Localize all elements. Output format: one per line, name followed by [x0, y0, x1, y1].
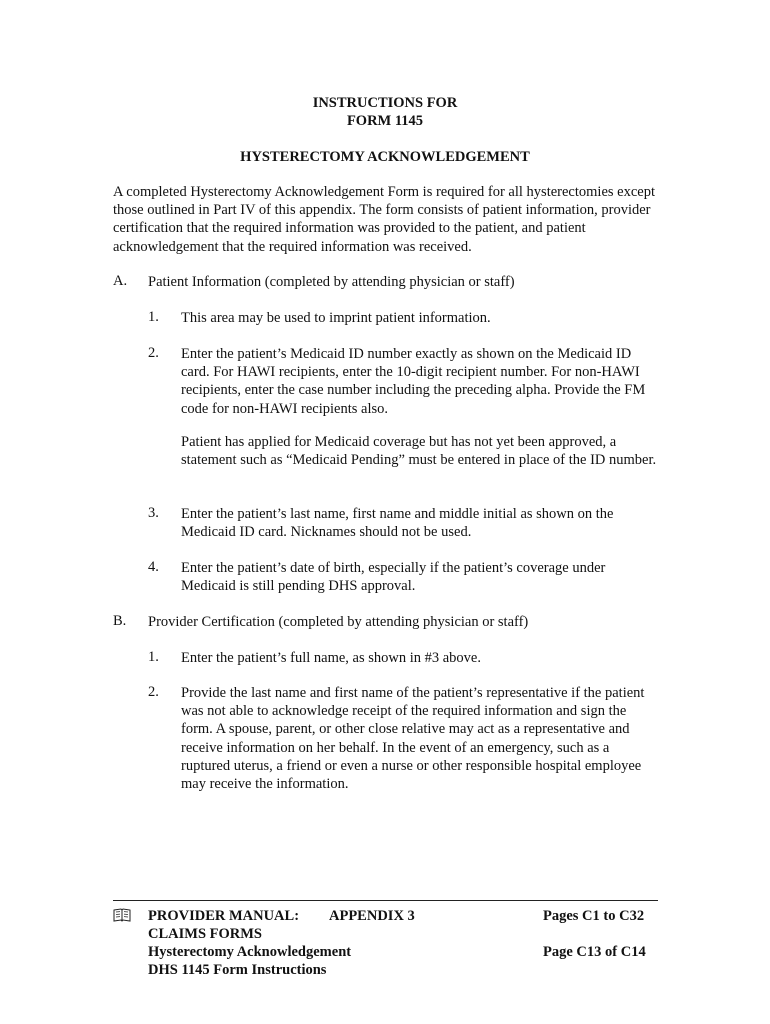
section-b-heading: Provider Certification (completed by attending physician or staff) — [148, 614, 529, 630]
item-b1-number: 1. — [148, 649, 159, 665]
title-line-1: INSTRUCTIONS FOR — [312, 95, 458, 111]
item-a2-text: Enter the patient’s Medicaid ID number exactly as shown on the Medicaid ID card. For HAWI recipients, enter the 10-digit recipient number. For non-HAWI recipients, enter the case number including the preceding alpha. Provide the FM code for non-HAWI recipients also. — [181, 346, 646, 417]
footer-claims-forms: CLAIMS FORMS — [148, 926, 262, 942]
section-b-letter: B. — [113, 613, 127, 629]
item-a3-text: Enter the patient’s last name, first name and middle initial as shown on the Medicaid ID card. Nicknames should not be used. — [181, 506, 614, 541]
item-a1-number: 1. — [148, 309, 159, 325]
book-icon — [113, 908, 131, 922]
item-a2-note: Patient has applied for Medicaid coverage but has not yet been approved, a statement such as “Medicaid Pending” must be entered in place of the ID number. — [181, 434, 657, 469]
item-a4-text: Enter the patient’s date of birth, especially if the patient’s coverage under Medicaid is still pending DHS approval. — [181, 560, 606, 595]
item-b2-number: 2. — [148, 684, 159, 700]
item-b1-text: Enter the patient’s full name, as shown in #3 above. — [181, 650, 481, 666]
footer-appendix: APPENDIX 3 — [329, 908, 415, 924]
section-a-letter: A. — [113, 273, 128, 289]
section-a-heading: Patient Information (completed by attending physician or staff) — [148, 274, 515, 290]
form-subtitle: HYSTERECTOMY ACKNOWLEDGEMENT — [240, 149, 530, 165]
item-a3-number: 3. — [148, 505, 159, 521]
item-a4-number: 4. — [148, 559, 159, 575]
item-b2-text: Provide the last name and first name of the patient’s representative if the patient was not able to acknowledge receipt of the required information and sign the form. A spouse, parent, or other close relative may act as a representative and receive information on her behalf. In the event of an emergency, such as a ruptured uterus, a friend or even a nurse or other responsible hospital employee may receive the information. — [181, 685, 645, 793]
footer-pages-range: Pages C1 to C32 — [543, 908, 645, 924]
footer-manual: PROVIDER MANUAL: — [148, 908, 300, 924]
footer-page-of: Page C13 of C14 — [543, 944, 646, 960]
footer-rule — [113, 900, 658, 901]
item-a2-number: 2. — [148, 345, 159, 361]
footer-section-title: Hysterectomy Acknowledgement — [148, 944, 352, 960]
intro-paragraph: A completed Hysterectomy Acknowledgement Form is required for all hysterectomies except those outlined in Part IV of this appendix. The form consists of patient information, provider certification that the required information was provided to the patient, and patient acknowledgement that the required information was received. — [113, 184, 655, 255]
title-line-2: FORM 1145 — [346, 113, 424, 129]
item-a1-text: This area may be used to imprint patient information. — [181, 310, 491, 326]
footer-form-name: DHS 1145 Form Instructions — [148, 962, 327, 978]
